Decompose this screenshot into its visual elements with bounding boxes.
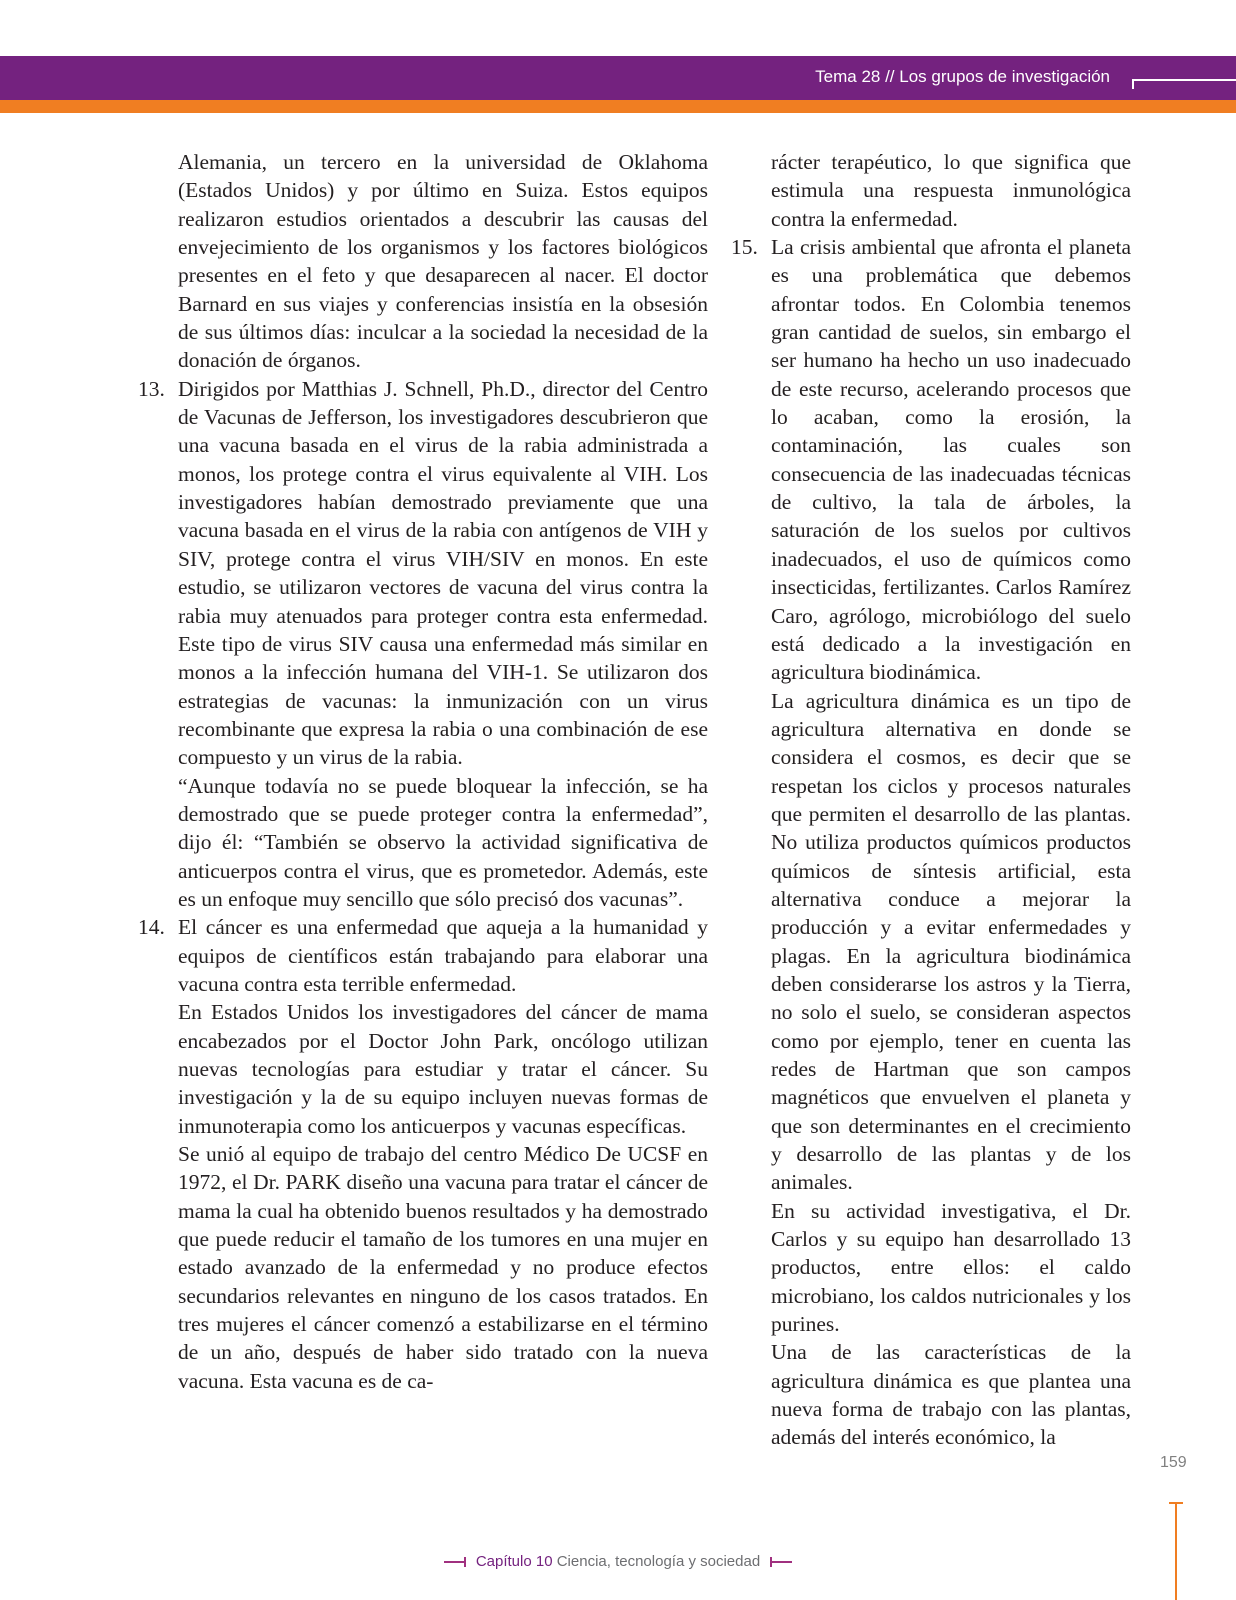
list-item-number: 14. (138, 915, 165, 940)
paragraph: En Estados Unidos los investigadores del cáncer de mama encabezados por el Doctor John Park, oncólogo utilizan nuevas tecnologías para estudiar y tratar el cáncer. Su investigación y la de su equipo incluyen nuevas formas de inmunoterapia como los anticuerpos y vacunas específicas. (178, 1000, 708, 1138)
footer-chapter-label: Capítulo 10 (475, 1553, 553, 1570)
paragraph: Alemania, un tercero en la universidad de Oklahoma (Estados Unidos) y por último en Suiza. Estos equipos realizaron estudios orientados a descubrir las causas del envejecimiento de los organismos y los factores biológicos presentes en el feto y que desaparecen al nacer. El doctor Barnard en sus viajes y conferencias insistía en la obsesión de sus últimos días: inculcar a la sociedad la necesidad de la donación de órganos. (178, 150, 708, 373)
header-accent-stripe (0, 100, 1236, 113)
paragraph: “Aunque todavía no se puede bloquear la infección, se ha demostrado que se puede proteger contra la enfermedad”, dijo él: “También se observo la actividad significativa de anticuerpos contra el virus, que es prometedor. Además, este es un enfoque muy sencillo que sólo precisó dos vacunas”. (178, 773, 708, 911)
right-column (731, 148, 1131, 1452)
side-rule (1175, 1502, 1177, 1600)
footer (0, 1553, 1236, 1570)
section-title: Tema 28 // Los grupos de investigación (815, 67, 1110, 86)
list-item-13 (138, 375, 708, 914)
list-item-14 (138, 913, 708, 1395)
paragraph: El cáncer es una enfermedad que aqueja a la humanidad y equipos de científicos están trabajando para elaborar una vacuna contra esta terrible enfermedad. (178, 915, 708, 996)
header-rule-tick (1132, 79, 1134, 89)
paragraph: Se unió al equipo de trabajo del centro Médico De UCSF en 1972, el Dr. PARK diseño una vacuna para tratar el cáncer de mama la cual ha obtenido buenos resultados y ha demostrado que puede reducir el tamaño de los tumores en una mujer en estado avanzado de la enfermedad y no produce efectos secundarios relevantes en ninguno de los casos tratados. En tres mujeres el cáncer comenzó a estabilizarse en el término de un año, después de haber sido tratado con la nueva vacuna. Esta vacuna es de ca- (178, 1142, 708, 1393)
list-item-number: 13. (138, 376, 165, 401)
footer-chapter-title: Ciencia, tecnología y sociedad (556, 1553, 761, 1570)
page-number: 159 (1160, 1454, 1187, 1471)
header-rule (1132, 79, 1236, 81)
list-item-15 (731, 233, 1131, 1452)
paragraph: Dirigidos por Matthias J. Schnell, Ph.D., director del Centro de Vacunas de Jefferson, los investigadores descubrieron que una vacuna basada en el virus de la rabia administrada a monos, los protege contra el virus equivalente al VIH. Los investigadores habían demostrado previamente que una vacuna basada en el virus de la rabia con antígenos de VIH y SIV, protege contra el virus VIH/SIV en monos. En este estudio, se utilizaron vectores de vacuna del virus contra la rabia muy atenuados para proteger contra esta enfermedad. Este tipo de virus SIV causa una enfermedad más similar en monos a la infección humana del VIH-1. Se utilizaron dos estrategias de vacunas: la inmunización con un virus recombinante que expresa la rabia o una combinación de ese compuesto y un virus de la rabia. (178, 376, 708, 770)
paragraph: rácter terapéutico, lo que significa que estimula una respuesta inmunológica contra la enfermedad. (771, 150, 1131, 231)
footer-left-mark (444, 1561, 466, 1563)
list-item-number: 15. (731, 235, 758, 260)
paragraph: La agricultura dinámica es un tipo de agricultura alternativa en donde se considera el cosmos, es decir que se respetan los ciclos y procesos naturales que permiten el desarrollo de las plantas. No utiliza productos químicos productos químicos de síntesis artificial, esta alternativa conduce a mejorar la producción y a evitar enfermedades y plagas. En la agricultura biodinámica deben considerarse los astros y la Tierra, no solo el suelo, se consideran aspectos como por ejemplo, tener en cuenta las redes de Hartman que son campos magnéticos que envuelven el planeta y que son determinantes en el crecimiento y desarrollo de las plantas y de los animales. (771, 688, 1131, 1195)
paragraph: En su actividad investigativa, el Dr. Carlos y su equipo han desarrollado 13 productos, entre ellos: el caldo microbiano, los caldos nutricionales y los purines. (771, 1198, 1131, 1337)
footer-right-mark (770, 1561, 792, 1563)
left-column (138, 148, 708, 1395)
paragraph: La crisis ambiental que afronta el planeta es una problemática que debemos afrontar todos. En Colombia tenemos gran cantidad de suelos, sin embargo el ser humano ha hecho un uso inadecuado de este recurso, acelerando procesos que lo acaban, como la erosión, la contaminación, las cuales son consecuencia de las inadecuadas técnicas de cultivo, la tala de árboles, la saturación de los suelos por cultivos inadecuados, el uso de químicos como insecticidas, fertilizantes. Carlos Ramírez Caro, agrólogo, microbiólogo del suelo está dedicado a la investigación en agricultura biodinámica. (771, 235, 1131, 685)
paragraph: Una de las características de la agricultura dinámica es que plantea una nueva forma de trabajo con las plantas, además del interés económico, la (771, 1340, 1131, 1450)
side-rule-tick (1169, 1502, 1183, 1504)
